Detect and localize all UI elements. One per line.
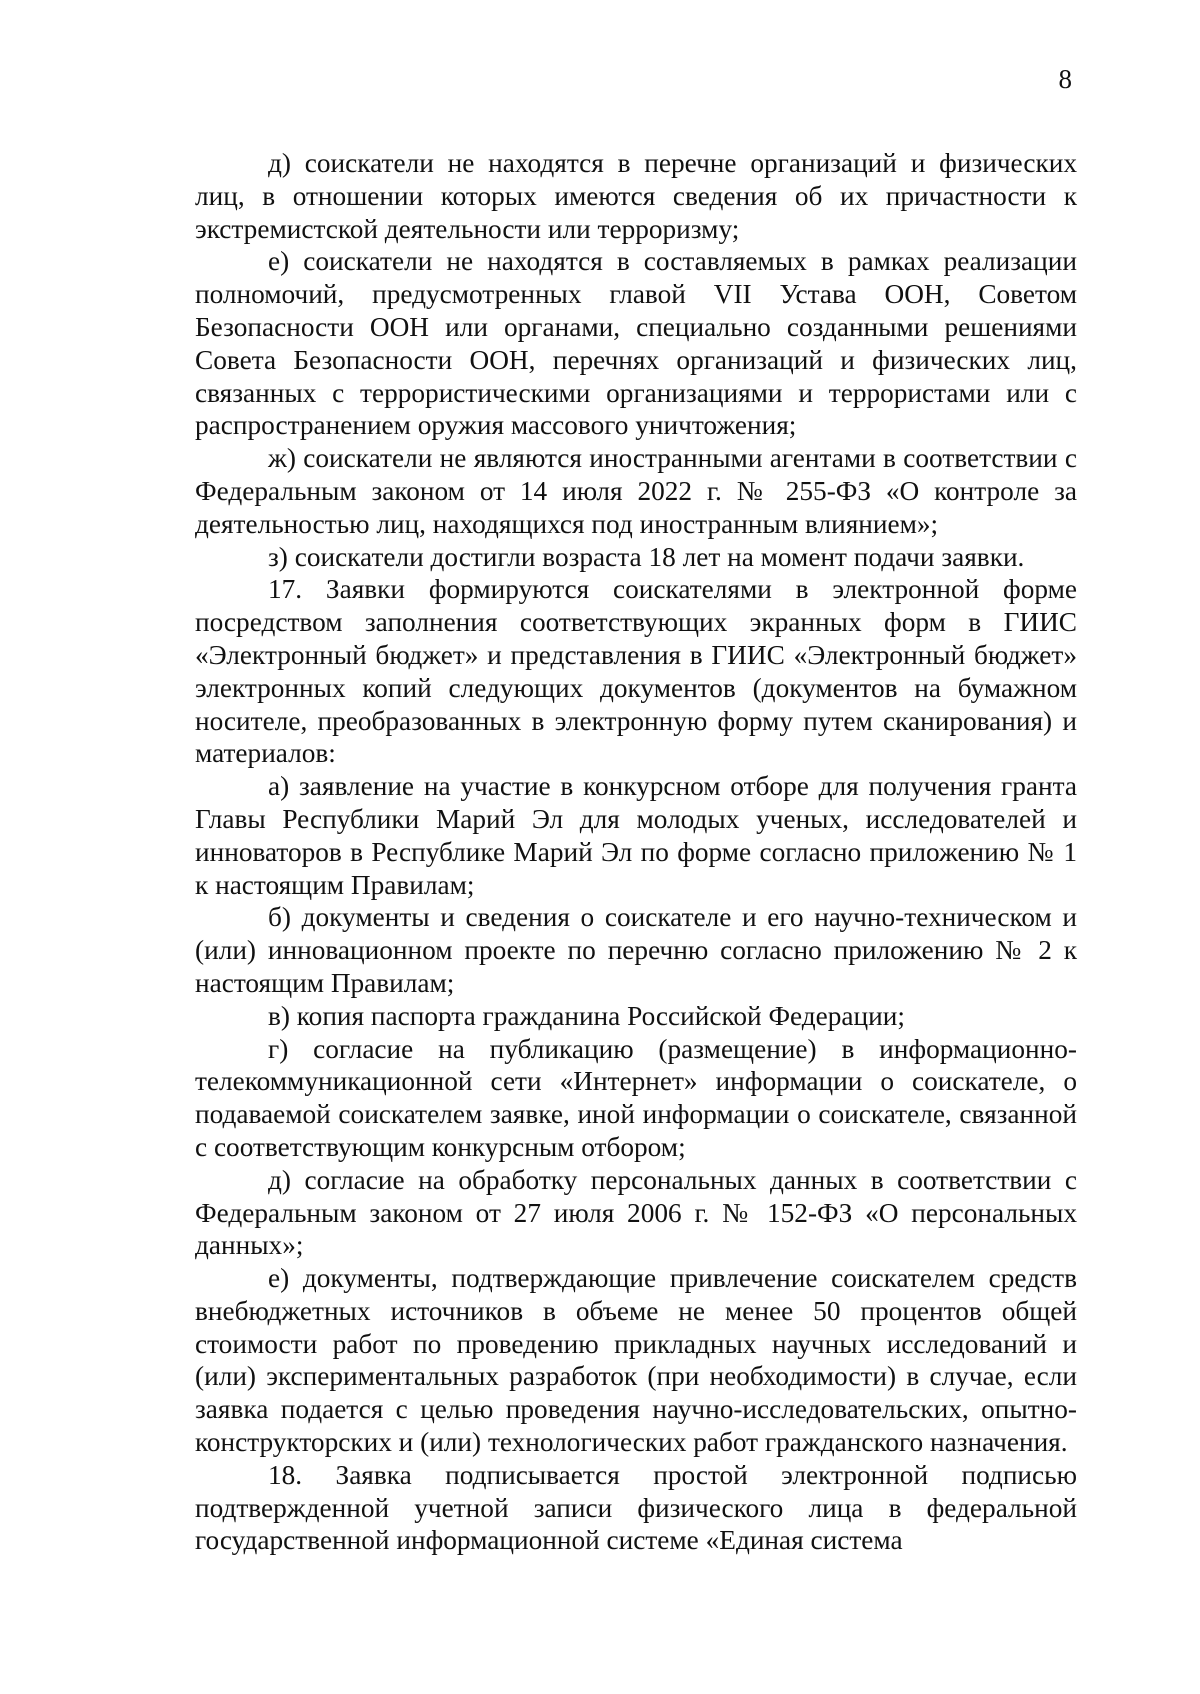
paragraph-a-statement: а) заявление на участие в конкурсном отборе для получения гранта Главы Республики Марий Эл для молодых ученых, исследователей и инноваторов в Республике Марий Эл по форме согласно приложению № 1 к настоящим Правилам; bbox=[195, 771, 1077, 900]
paragraph-b-documents: б) документы и сведения о соискателе и его научно-техническом и (или) инновационном проекте по перечню согласно приложению № 2 к настоящим Правилам; bbox=[195, 902, 1077, 998]
paragraph-d-personal-data: д) согласие на обработку персональных данных в соответствии с Федеральным законом от 27 июля 2006 г. № 152-ФЗ «О персональных данных»; bbox=[195, 1164, 1077, 1261]
paragraph-zh-foreign-agents: ж) соискатели не являются иностранными агентами в соответствии с Федеральным законом от 14 июля 2022 г. № 255-ФЗ «О контроле за деятельностью лиц, находящихся под иностранным влиянием»; bbox=[195, 443, 1077, 539]
paragraph-v-passport: в) копия паспорта гражданина Российской Федерации; bbox=[268, 1000, 905, 1031]
page-number: 8 bbox=[1058, 64, 1072, 94]
paragraph-e-extrabudgetary: е) документы, подтверждающие привлечение соискателем средств внебюджетных источников в объеме не менее 50 процентов общей стоимости работ по проведению прикладных научных исследований и (или) экспериментальных разработок (при необходимости) в случае, если заявка подается с целью проведения научно-исследовательских, опытно-конструкторских и (или) технологических работ гражданского назначения. bbox=[195, 1263, 1077, 1458]
paragraph-e-un-lists: е) соискатели не находятся в составляемых в рамках реализации полномочий, предусмотренных главой VII Устава ООН, Советом Безопасности ООН или органами, специально созданными решениями Совета Безопасности ООН, перечнях организаций и физических лиц, связанных с террористическими организациями и террористами или с распространением оружия массового уничтожения; bbox=[195, 246, 1077, 441]
paragraph-18-signature: 18. Заявка подписывается простой электронной подписью подтвержденной учетной записи физического лица в федеральной государственной информационной системе «Единая система bbox=[195, 1459, 1077, 1556]
paragraph-17-applications: 17. Заявки формируются соискателями в электронной форме посредством заполнения соответствующих экранных форм в ГИИС «Электронный бюджет» и представления в ГИИС «Электронный бюджет» электронных копий следующих документов (документов на бумажном носителе, преобразованных в электронную форму путем сканирования) и материалов: bbox=[195, 574, 1077, 769]
paragraph-z-age: з) соискатели достигли возраста 18 лет на момент подачи заявки. bbox=[268, 541, 1025, 572]
paragraph-d-extremism: д) соискатели не находятся в перечне организаций и физических лиц, в отношении которых имеются сведения об их причастности к экстремистской деятельности или терроризму; bbox=[195, 148, 1077, 244]
document-body bbox=[195, 147, 1077, 1557]
paragraph-g-publication-consent: г) согласие на публикацию (размещение) в информационно-телекоммуникационной сети «Интернет» информации о соискателе, о подаваемой соискателем заявке, иной информации о соискателе, связанной с соответствующим конкурсным отбором; bbox=[195, 1033, 1077, 1162]
